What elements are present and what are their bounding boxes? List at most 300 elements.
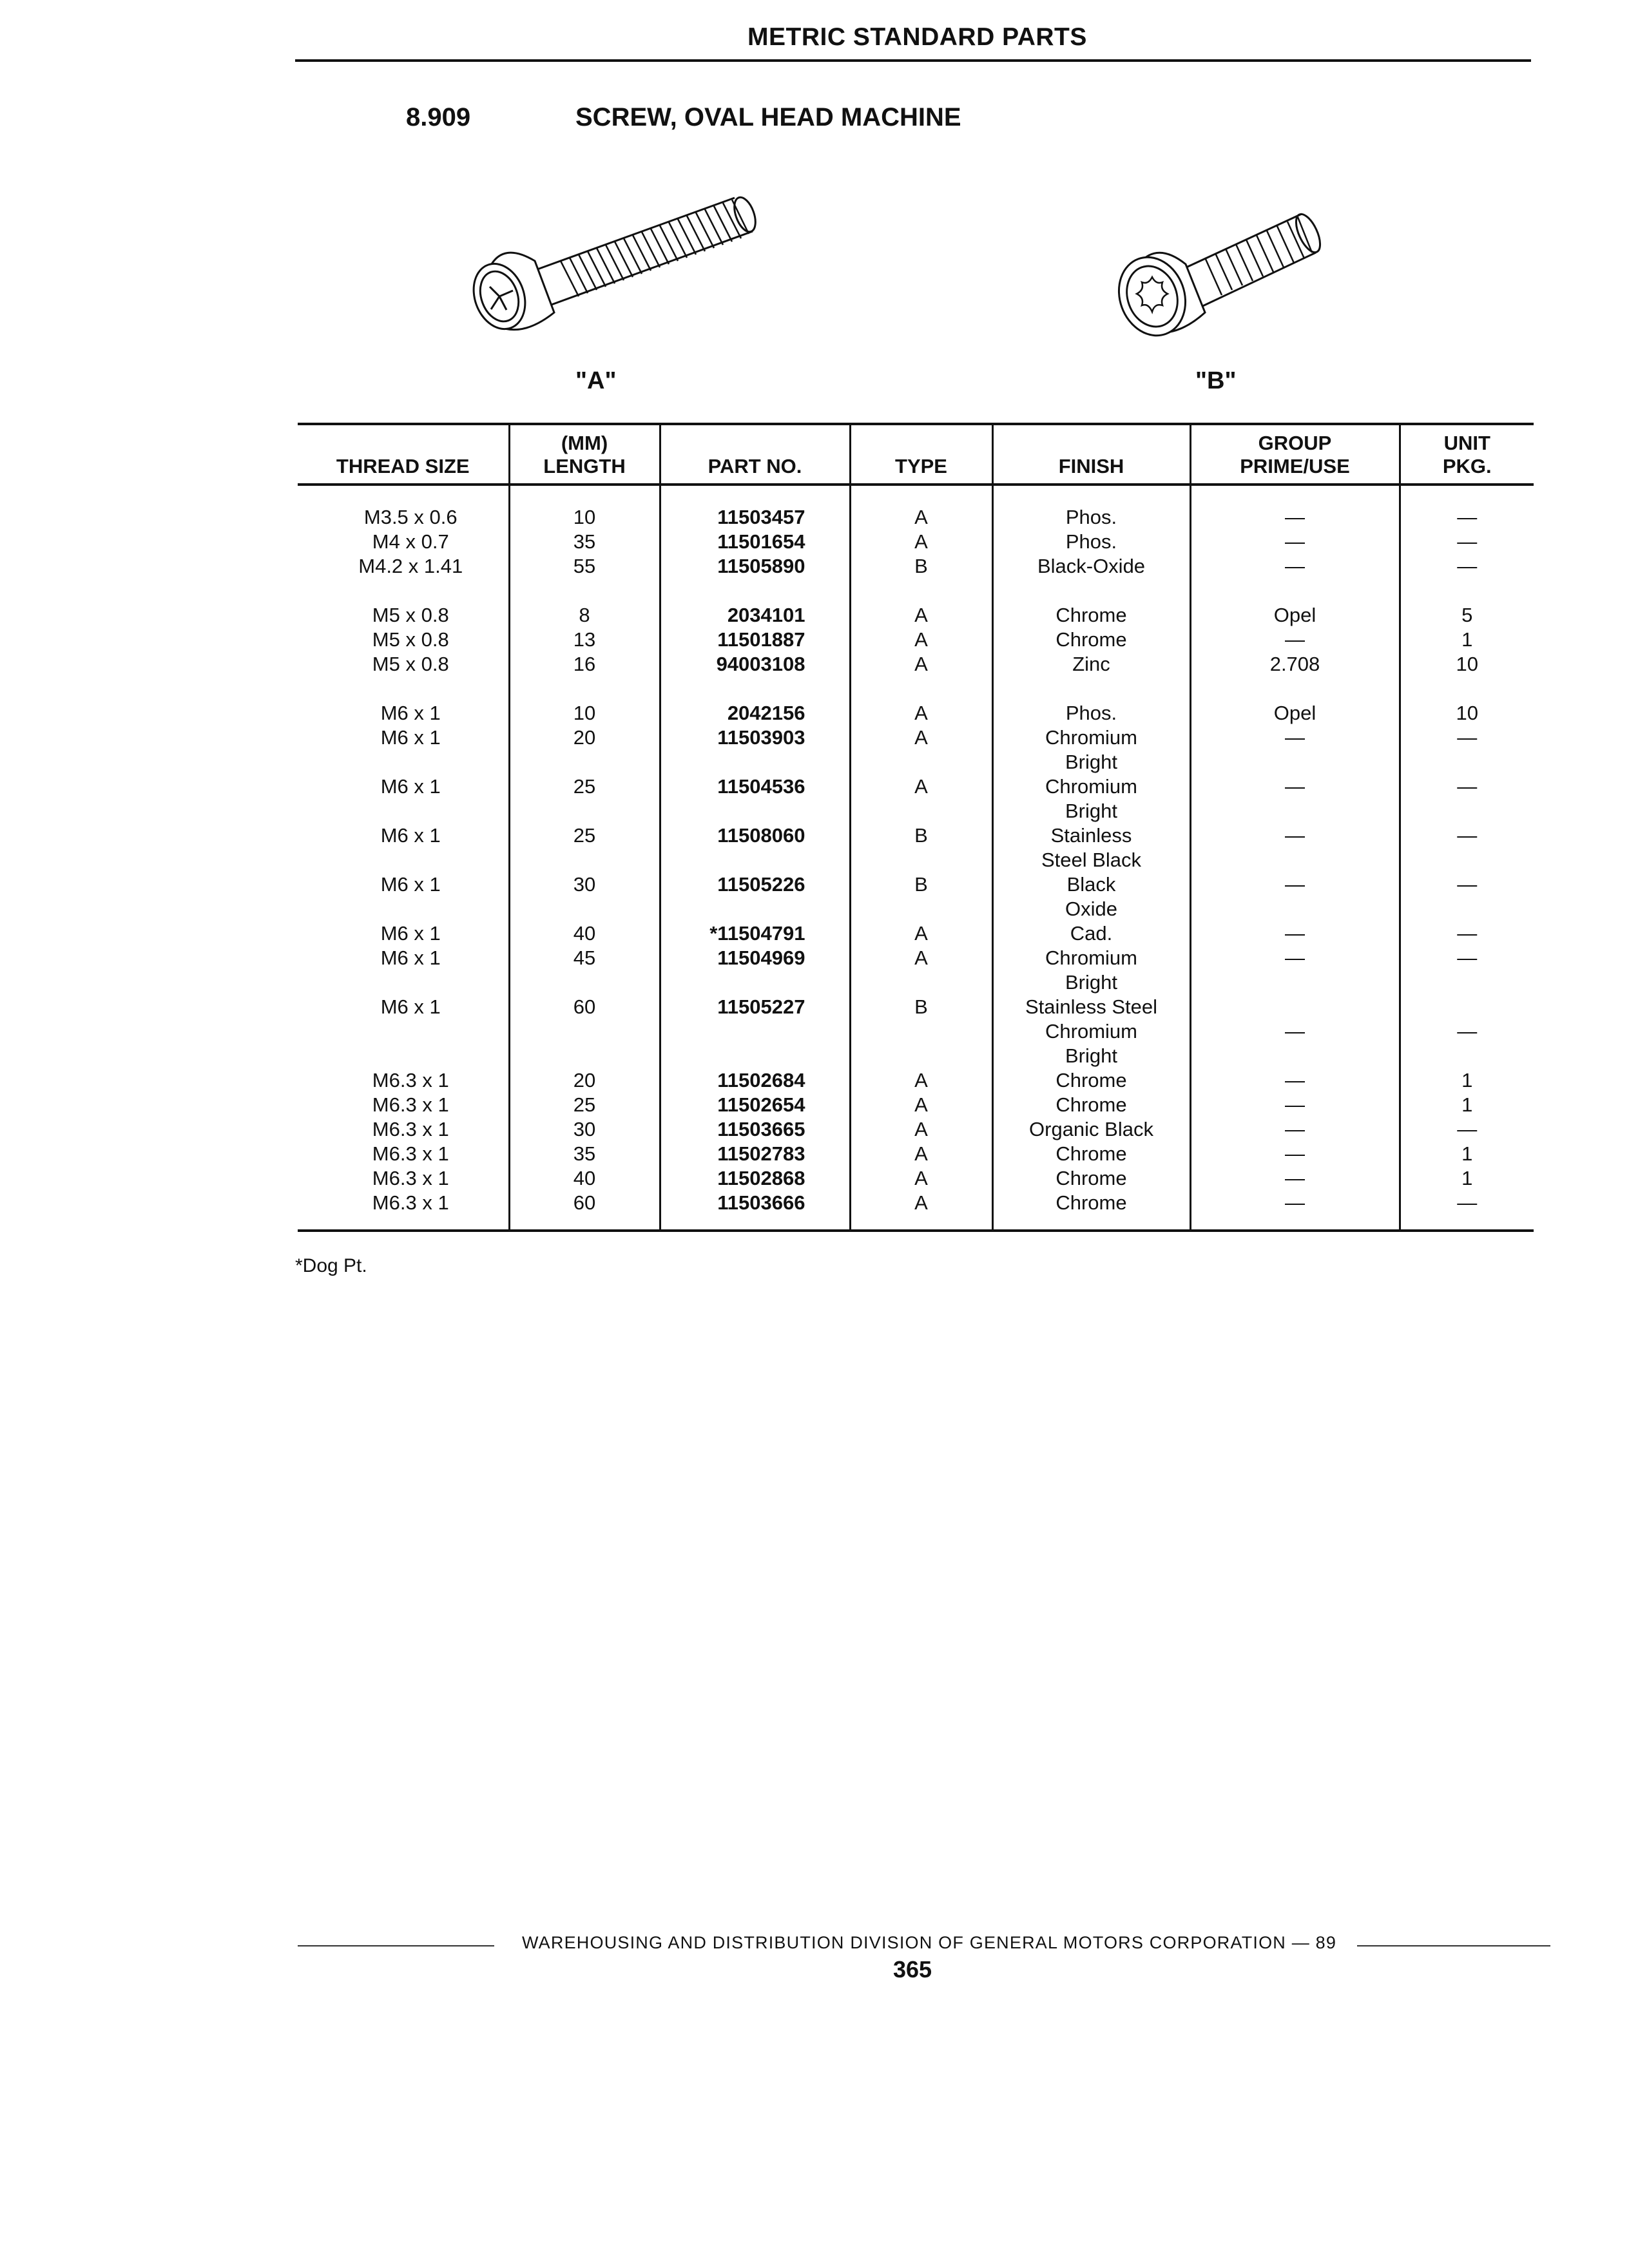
group-cell-line: — — [1285, 922, 1305, 945]
group-cell — [1190, 485, 1400, 530]
part-number-cell — [660, 677, 850, 726]
finish-cell — [992, 1093, 1190, 1117]
group-cell-line: — — [1285, 1020, 1305, 1043]
finish-cell-line: Stainless Steel — [1025, 995, 1158, 1018]
group-cell — [1190, 946, 1400, 995]
thread-size-cell — [298, 995, 509, 1068]
group-cell-line: — — [1285, 555, 1305, 577]
unit-pkg-cell-line — [1405, 995, 1530, 1019]
part-number-cell — [660, 774, 850, 823]
part-number-cell-line: 11502684 — [717, 1069, 805, 1091]
length-cell-line: 35 — [573, 1142, 596, 1165]
unit-pkg-cell — [1400, 995, 1534, 1068]
finish-cell-line: Oxide — [1065, 898, 1117, 920]
unit-pkg-cell-line: 1 — [1461, 1069, 1473, 1091]
unit-pkg-cell-line: — — [1457, 824, 1478, 847]
length-cell — [509, 652, 660, 677]
finish-cell — [992, 872, 1190, 921]
length-cell — [509, 823, 660, 872]
type-cell — [850, 774, 992, 823]
type-cell-line: A — [914, 506, 928, 528]
part-number-cell — [660, 726, 850, 774]
header-length-unit: (MM) — [561, 432, 608, 454]
group-cell — [1190, 1191, 1400, 1231]
finish-cell-line: Black-Oxide — [1037, 555, 1146, 577]
type-cell-line: B — [914, 555, 928, 577]
unit-pkg-cell-line: — — [1457, 775, 1478, 798]
part-number-cell — [660, 628, 850, 652]
part-number-cell-line: 11503457 — [717, 506, 805, 528]
type-cell-line: A — [914, 653, 928, 675]
unit-pkg-cell — [1400, 1117, 1534, 1142]
finish-cell — [992, 652, 1190, 677]
part-number-cell — [660, 530, 850, 554]
type-cell — [850, 872, 992, 921]
finish-cell-line: Chrome — [1055, 628, 1127, 651]
part-number-cell — [660, 652, 850, 677]
thread-size-cell — [298, 823, 509, 872]
group-cell — [1190, 1142, 1400, 1166]
length-cell — [509, 1068, 660, 1093]
thread-size-cell-line: M5 x 0.8 — [372, 628, 449, 651]
thread-size-cell — [298, 485, 509, 530]
part-number-cell-line: 2034101 — [727, 604, 805, 626]
group-cell-line: — — [1285, 1142, 1305, 1165]
table-row — [298, 1117, 1534, 1142]
finish-cell-line: Chrome — [1055, 1167, 1127, 1189]
type-cell — [850, 921, 992, 946]
group-cell-line: — — [1285, 628, 1305, 651]
group-cell — [1190, 774, 1400, 823]
finish-cell-line: Bright — [1065, 971, 1117, 994]
unit-pkg-cell — [1400, 530, 1534, 554]
finish-cell — [992, 995, 1190, 1068]
group-cell-line: — — [1285, 1093, 1305, 1116]
length-cell-line: 40 — [573, 1167, 596, 1189]
finish-cell — [992, 1166, 1190, 1191]
table-row — [298, 628, 1534, 652]
thread-size-cell — [298, 1191, 509, 1231]
thread-size-cell-line: M6 x 1 — [380, 922, 441, 945]
thread-size-cell — [298, 946, 509, 995]
part-number-cell — [660, 579, 850, 628]
type-cell-line: A — [914, 1191, 928, 1214]
thread-size-cell — [298, 1068, 509, 1093]
thread-size-cell-line: M5 x 0.8 — [372, 653, 449, 675]
finish-cell — [992, 1117, 1190, 1142]
group-cell — [1190, 652, 1400, 677]
group-cell-line: — — [1285, 1191, 1305, 1214]
part-number-cell-line: 11501654 — [717, 530, 805, 553]
header-finish: FINISH — [1058, 455, 1124, 477]
footer-rule-right — [1357, 1945, 1550, 1946]
header-group-top: GROUP — [1258, 432, 1332, 454]
finish-cell-line: Chrome — [1055, 1191, 1127, 1214]
thread-size-cell-line: M3.5 x 0.6 — [363, 506, 458, 528]
unit-pkg-cell — [1400, 677, 1534, 726]
group-cell-line: — — [1285, 506, 1305, 528]
finish-cell — [992, 946, 1190, 995]
col-unit — [1400, 424, 1534, 485]
length-cell — [509, 1166, 660, 1191]
unit-pkg-cell-line: 1 — [1461, 628, 1473, 651]
length-cell — [509, 1093, 660, 1117]
type-cell-line: A — [914, 1093, 928, 1116]
group-cell-line: — — [1285, 873, 1305, 896]
type-cell — [850, 652, 992, 677]
type-cell-line: A — [914, 726, 928, 749]
unit-pkg-cell — [1400, 823, 1534, 872]
thread-size-cell-line: M6.3 x 1 — [372, 1069, 449, 1091]
group-cell-line: Opel — [1273, 604, 1316, 626]
part-number-cell-line: 11503903 — [717, 726, 805, 749]
length-cell-line: 60 — [573, 995, 596, 1018]
finish-cell-line: Zinc — [1072, 653, 1110, 675]
unit-pkg-cell-line: — — [1457, 506, 1478, 528]
type-cell-line: A — [914, 530, 928, 553]
finish-cell-line: Chromium — [1045, 726, 1137, 749]
screw-a-illustration — [451, 164, 786, 358]
length-cell-line: 40 — [573, 922, 596, 945]
unit-pkg-cell — [1400, 1142, 1534, 1166]
part-number-cell-line: 11504969 — [717, 947, 805, 969]
type-cell-line: A — [914, 1167, 928, 1189]
type-cell-line: A — [914, 947, 928, 969]
table-header-row — [298, 424, 1534, 485]
footnote: *Dog Pt. — [295, 1255, 367, 1276]
unit-pkg-cell-line: — — [1457, 726, 1478, 749]
header-unit-top: UNIT — [1443, 432, 1490, 454]
type-cell — [850, 1166, 992, 1191]
length-cell-line: 55 — [573, 555, 596, 577]
length-cell — [509, 530, 660, 554]
col-length — [509, 424, 660, 485]
type-cell — [850, 1117, 992, 1142]
length-cell-line: 30 — [573, 1118, 596, 1140]
type-cell — [850, 946, 992, 995]
finish-cell-line: Chrome — [1055, 1142, 1127, 1165]
part-number-cell — [660, 1191, 850, 1231]
group-cell — [1190, 628, 1400, 652]
group-cell-line: — — [1285, 530, 1305, 553]
length-cell — [509, 1142, 660, 1166]
part-number-cell-line: 11505226 — [717, 873, 805, 896]
table-row — [298, 579, 1534, 628]
thread-size-cell — [298, 774, 509, 823]
unit-pkg-cell — [1400, 652, 1534, 677]
unit-pkg-cell-line: 5 — [1461, 604, 1473, 626]
thread-size-cell-line: M6 x 1 — [380, 824, 441, 847]
length-cell — [509, 1117, 660, 1142]
group-cell — [1190, 872, 1400, 921]
header-rule — [295, 59, 1531, 62]
part-number-cell — [660, 1068, 850, 1093]
part-number-cell-line: 11503666 — [717, 1191, 805, 1214]
finish-cell-line: Stainless — [1050, 824, 1132, 847]
group-cell — [1190, 554, 1400, 579]
part-number-cell — [660, 921, 850, 946]
table-row — [298, 677, 1534, 726]
finish-cell-line: Cad. — [1070, 922, 1113, 945]
group-cell-line: — — [1285, 1069, 1305, 1091]
length-cell-line: 8 — [579, 604, 590, 626]
section-title: SCREW, OVAL HEAD MACHINE — [575, 103, 961, 131]
unit-pkg-cell — [1400, 726, 1534, 774]
thread-size-cell-line: M4.2 x 1.41 — [358, 555, 463, 577]
type-cell — [850, 485, 992, 530]
table-row — [298, 1093, 1534, 1117]
col-type — [850, 424, 992, 485]
table-row — [298, 872, 1534, 921]
part-number-cell-line: 11508060 — [717, 824, 805, 847]
type-cell-line: A — [914, 702, 928, 724]
unit-pkg-cell-line: 10 — [1456, 653, 1478, 675]
type-cell — [850, 995, 992, 1068]
type-cell — [850, 1191, 992, 1231]
part-number-cell — [660, 1093, 850, 1117]
thread-size-cell-line: M5 x 0.8 — [372, 604, 449, 626]
unit-pkg-cell-line: — — [1457, 555, 1478, 577]
group-cell — [1190, 995, 1400, 1068]
length-cell — [509, 677, 660, 726]
length-cell — [509, 579, 660, 628]
part-number-cell — [660, 1142, 850, 1166]
thread-size-cell-line: M6.3 x 1 — [372, 1118, 449, 1140]
group-cell-line: — — [1285, 1118, 1305, 1140]
header-length: LENGTH — [543, 455, 626, 477]
footer-division: WAREHOUSING AND DISTRIBUTION DIVISION OF GENERAL MOTORS CORPORATION — 89 — [522, 1933, 1337, 1952]
part-number-cell-line: *11504791 — [709, 922, 805, 945]
finish-cell-line: Organic Black — [1029, 1118, 1153, 1140]
thread-size-cell — [298, 628, 509, 652]
finish-cell-line: Bright — [1065, 800, 1117, 822]
type-cell — [850, 726, 992, 774]
unit-pkg-cell-line: — — [1457, 922, 1478, 945]
length-cell — [509, 554, 660, 579]
length-cell — [509, 628, 660, 652]
unit-pkg-cell — [1400, 872, 1534, 921]
thread-size-cell-line: M6.3 x 1 — [372, 1191, 449, 1214]
part-number-cell-line: 11503665 — [717, 1118, 805, 1140]
length-cell-line: 25 — [573, 1093, 596, 1116]
thread-size-cell — [298, 530, 509, 554]
length-cell-line: 20 — [573, 726, 596, 749]
unit-pkg-cell-line: 10 — [1456, 702, 1478, 724]
finish-cell — [992, 677, 1190, 726]
figure-a-label: "A" — [575, 367, 617, 394]
finish-cell-line: Black — [1066, 873, 1116, 896]
length-cell — [509, 774, 660, 823]
table-row — [298, 946, 1534, 995]
part-number-cell — [660, 1117, 850, 1142]
screw-b-illustration — [1108, 193, 1340, 361]
unit-pkg-cell-line: — — [1457, 947, 1478, 969]
thread-size-cell-line: M6 x 1 — [380, 995, 441, 1018]
table-row — [298, 1166, 1534, 1191]
unit-pkg-cell — [1400, 921, 1534, 946]
table-row — [298, 823, 1534, 872]
header-part-no: PART NO. — [708, 455, 802, 477]
thread-size-cell-line: M6 x 1 — [380, 873, 441, 896]
group-cell — [1190, 1068, 1400, 1093]
length-cell-line: 35 — [573, 530, 596, 553]
finish-cell — [992, 554, 1190, 579]
thread-size-cell — [298, 1093, 509, 1117]
type-cell — [850, 1093, 992, 1117]
group-cell — [1190, 726, 1400, 774]
type-cell-line: A — [914, 1069, 928, 1091]
group-cell — [1190, 823, 1400, 872]
col-group — [1190, 424, 1400, 485]
table-row — [298, 726, 1534, 774]
parts-table-body — [298, 485, 1534, 1231]
header-thread-size: THREAD SIZE — [336, 455, 470, 477]
unit-pkg-cell-line: — — [1457, 530, 1478, 553]
thread-size-cell — [298, 872, 509, 921]
finish-cell-line: Chromium — [1045, 775, 1137, 798]
group-cell — [1190, 1093, 1400, 1117]
finish-cell — [992, 579, 1190, 628]
type-cell — [850, 579, 992, 628]
finish-cell-line: Phos. — [1065, 702, 1117, 724]
finish-cell — [992, 921, 1190, 946]
group-cell — [1190, 921, 1400, 946]
thread-size-cell-line: M4 x 0.7 — [372, 530, 449, 553]
thread-size-cell — [298, 554, 509, 579]
unit-pkg-cell — [1400, 946, 1534, 995]
type-cell-line: A — [914, 628, 928, 651]
finish-cell-line: Chromium — [1045, 947, 1137, 969]
group-cell-line — [1195, 995, 1395, 1019]
finish-cell — [992, 1191, 1190, 1231]
thread-size-cell — [298, 1142, 509, 1166]
col-thread-size — [298, 424, 509, 485]
type-cell-line: B — [914, 824, 928, 847]
footer-rule-left — [298, 1945, 494, 1946]
finish-cell-line: Chromium — [1045, 1020, 1137, 1043]
part-number-cell-line: 11502654 — [717, 1093, 805, 1116]
part-number-cell-line: 11505890 — [717, 555, 805, 577]
length-cell-line: 20 — [573, 1069, 596, 1091]
thread-size-cell — [298, 652, 509, 677]
table-row — [298, 652, 1534, 677]
thread-size-cell-line: M6 x 1 — [380, 726, 441, 749]
type-cell-line: A — [914, 604, 928, 626]
group-cell-line: — — [1285, 1167, 1305, 1189]
finish-cell — [992, 530, 1190, 554]
unit-pkg-cell — [1400, 485, 1534, 530]
thread-size-cell-line: M6 x 1 — [380, 775, 441, 798]
type-cell-line: A — [914, 922, 928, 945]
part-number-cell-line: 2042156 — [727, 702, 805, 724]
finish-cell-line: Bright — [1065, 1044, 1117, 1067]
unit-pkg-cell — [1400, 1068, 1534, 1093]
table-row — [298, 1191, 1534, 1231]
part-number-cell — [660, 995, 850, 1068]
type-cell-line: B — [914, 995, 928, 1018]
unit-pkg-cell — [1400, 1166, 1534, 1191]
col-part-no — [660, 424, 850, 485]
length-cell — [509, 726, 660, 774]
unit-pkg-cell — [1400, 1093, 1534, 1117]
length-cell-line: 25 — [573, 775, 596, 798]
table-row — [298, 1068, 1534, 1093]
thread-size-cell-line: M6.3 x 1 — [372, 1093, 449, 1116]
finish-cell — [992, 726, 1190, 774]
type-cell — [850, 628, 992, 652]
type-cell — [850, 1142, 992, 1166]
part-number-cell-line: 11502783 — [717, 1142, 805, 1165]
thread-size-cell-line: M6.3 x 1 — [372, 1142, 449, 1165]
finish-cell-line: Bright — [1065, 751, 1117, 773]
part-number-cell — [660, 823, 850, 872]
unit-pkg-cell-line: 1 — [1461, 1167, 1473, 1189]
length-cell — [509, 872, 660, 921]
section-number: 8.909 — [406, 103, 471, 131]
thread-size-cell — [298, 579, 509, 628]
part-number-cell — [660, 872, 850, 921]
table-row — [298, 1142, 1534, 1166]
type-cell — [850, 823, 992, 872]
length-cell — [509, 1191, 660, 1231]
type-cell — [850, 554, 992, 579]
type-cell-line: A — [914, 775, 928, 798]
finish-cell-line: Chrome — [1055, 1093, 1127, 1116]
group-cell — [1190, 1166, 1400, 1191]
table-row — [298, 995, 1534, 1068]
part-number-cell-line: 11501887 — [717, 628, 805, 651]
unit-pkg-cell-line: — — [1457, 1118, 1478, 1140]
type-cell — [850, 677, 992, 726]
thread-size-cell — [298, 1166, 509, 1191]
type-cell-line: A — [914, 1118, 928, 1140]
table-row — [298, 921, 1534, 946]
length-cell-line: 16 — [573, 653, 596, 675]
type-cell — [850, 1068, 992, 1093]
length-cell-line: 13 — [573, 628, 596, 651]
header-type: TYPE — [895, 455, 947, 477]
unit-pkg-cell — [1400, 628, 1534, 652]
part-number-cell — [660, 554, 850, 579]
thread-size-cell — [298, 726, 509, 774]
finish-cell-line: Chrome — [1055, 604, 1127, 626]
thread-size-cell-line: M6 x 1 — [380, 947, 441, 969]
part-number-cell-line: 11505227 — [717, 995, 805, 1018]
finish-cell — [992, 1142, 1190, 1166]
part-number-cell-line: 11502868 — [717, 1167, 805, 1189]
part-number-cell-line: 94003108 — [716, 653, 805, 675]
thread-size-cell-line: M6.3 x 1 — [372, 1167, 449, 1189]
finish-cell-line: Phos. — [1065, 530, 1117, 553]
length-cell-line: 60 — [573, 1191, 596, 1214]
col-finish — [992, 424, 1190, 485]
length-cell-line: 10 — [573, 506, 596, 528]
table-row — [298, 485, 1534, 530]
unit-pkg-cell — [1400, 1191, 1534, 1231]
unit-pkg-cell — [1400, 579, 1534, 628]
group-cell — [1190, 530, 1400, 554]
group-cell — [1190, 1117, 1400, 1142]
page-number: 365 — [893, 1956, 932, 1983]
length-cell-line: 45 — [573, 947, 596, 969]
thread-size-cell — [298, 1117, 509, 1142]
thread-size-cell-line: M6 x 1 — [380, 702, 441, 724]
part-number-cell — [660, 946, 850, 995]
unit-pkg-cell-line: — — [1457, 1020, 1478, 1043]
group-cell — [1190, 579, 1400, 628]
length-cell — [509, 921, 660, 946]
finish-cell — [992, 1068, 1190, 1093]
